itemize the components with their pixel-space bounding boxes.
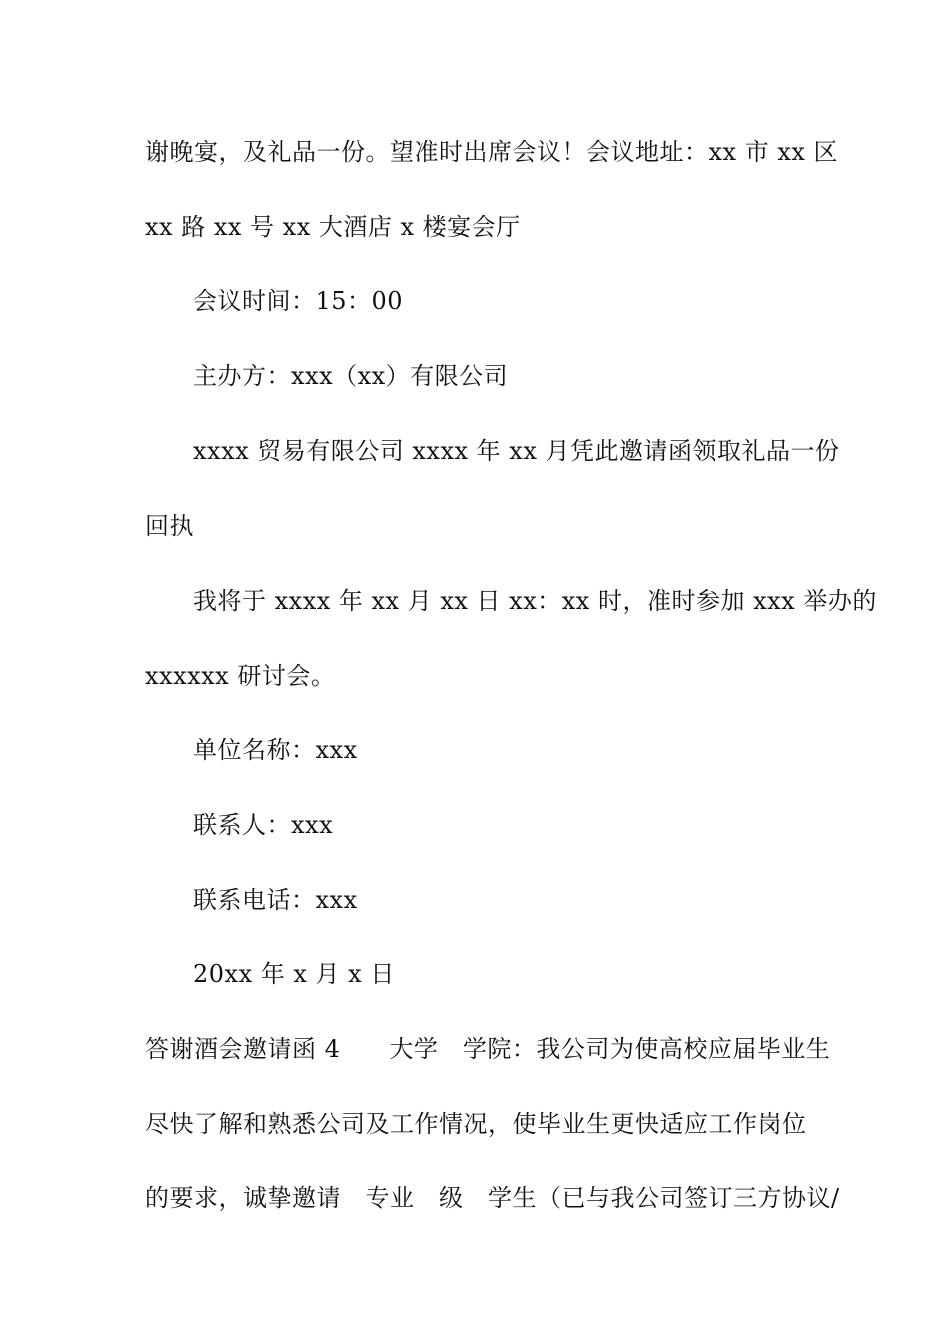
paragraph-line: xxxxxx 研讨会。 [145, 662, 336, 690]
paragraph-line: 尽快了解和熟悉公司及工作情况，使毕业生更快适应工作岗位 [145, 1110, 807, 1138]
unit-name-line: 单位名称：xxx [193, 736, 358, 764]
paragraph-line: 谢晚宴，及礼品一份。望准时出席会议！会议地址：xx 市 xx 区 [145, 138, 839, 166]
receipt-heading: 回执 [145, 512, 194, 540]
paragraph-line: 的要求，诚挚邀请 专业 级 学生（已与我公司签订三方协议/ [145, 1184, 840, 1212]
contact-phone-line: 联系电话：xxx [193, 886, 358, 914]
meeting-time-line: 会议时间：15：00 [193, 287, 404, 315]
date-line: 20xx 年 x 月 x 日 [193, 960, 395, 988]
organizer-line: 主办方：xxx（xx）有限公司 [193, 362, 509, 390]
paragraph-line: 答谢酒会邀请函 4 大学 学院：我公司为使高校应届毕业生 [145, 1035, 831, 1063]
gift-note-line: xxxx 贸易有限公司 xxxx 年 xx 月凭此邀请函领取礼品一份 [193, 437, 840, 465]
paragraph-line: xx 路 xx 号 xx 大酒店 x 楼宴会厅 [145, 213, 521, 241]
paragraph-line: 我将于 xxxx 年 xx 月 xx 日 xx：xx 时，准时参加 xxx 举办的 [193, 587, 877, 615]
contact-person-line: 联系人：xxx [193, 811, 334, 839]
